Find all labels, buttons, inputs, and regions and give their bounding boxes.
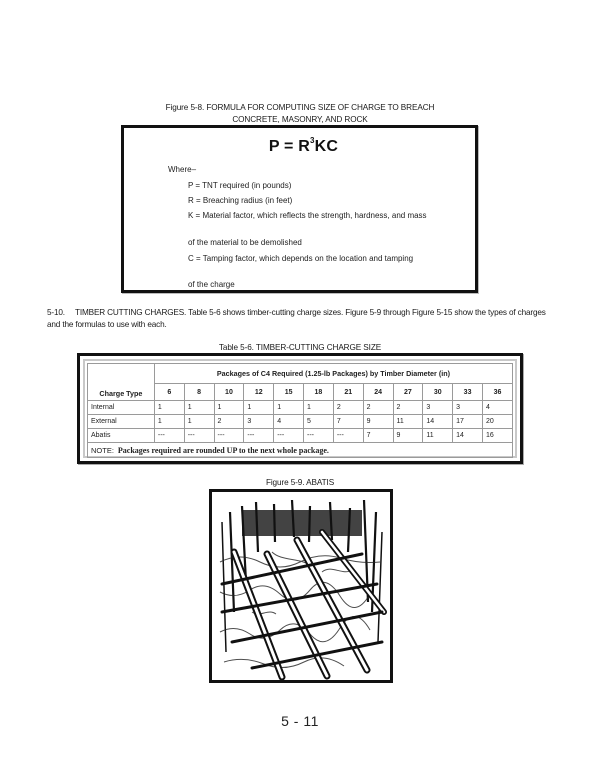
package-count-cell: 5	[304, 415, 334, 429]
diameter-header: 27	[393, 384, 423, 401]
package-count-cell: ---	[333, 429, 363, 443]
definition-r: R = Breaching radius (in feet)	[188, 196, 293, 205]
package-count-cell: 4	[274, 415, 304, 429]
package-count-cell: ---	[274, 429, 304, 443]
definition-p: P = TNT required (in pounds)	[188, 181, 292, 190]
figure-5-8-caption-line1: Figure 5-8. FORMULA FOR COMPUTING SIZE OF CHARGE TO BREACH	[165, 103, 435, 112]
table-5-6-caption: Table 5-6. TIMBER-CUTTING CHARGE SIZE	[218, 343, 382, 352]
diameter-header: 10	[214, 384, 244, 401]
figure-5-9-caption: Figure 5-9. ABATIS	[265, 478, 335, 487]
package-count-cell: 16	[482, 429, 512, 443]
diameter-header: 36	[482, 384, 512, 401]
timber-cutting-charge-table	[87, 363, 513, 458]
charge-type-cell: External	[88, 415, 155, 429]
package-count-cell: 1	[154, 401, 184, 415]
diameter-header: 6	[154, 384, 184, 401]
diameter-header: 30	[423, 384, 453, 401]
package-count-cell: 3	[423, 401, 453, 415]
page-number: 5 - 11	[281, 713, 319, 729]
package-count-cell: 9	[393, 429, 423, 443]
formula	[124, 136, 475, 156]
package-count-cell: 2	[214, 415, 244, 429]
package-count-cell: 20	[482, 415, 512, 429]
abatis-figure-frame	[209, 489, 393, 683]
formula-rhs: KC	[314, 138, 339, 155]
package-count-cell: 1	[184, 401, 214, 415]
formula-box	[121, 125, 478, 293]
table-note	[88, 443, 513, 458]
note-text: Packages required are rounded UP to the next whole package.	[117, 445, 329, 455]
figure-5-8-caption	[100, 102, 500, 126]
table-inner-border	[83, 359, 517, 458]
package-count-cell: 1	[214, 401, 244, 415]
definition-c-continued: of the charge	[188, 280, 235, 289]
package-count-cell: 7	[363, 429, 393, 443]
package-count-cell: 1	[304, 401, 334, 415]
paragraph-number: 5-10.	[47, 308, 65, 317]
paragraph-5-10	[47, 307, 557, 331]
package-count-cell: 2	[333, 401, 363, 415]
formula-exponent: 3	[310, 136, 315, 145]
paragraph-text: TIMBER CUTTING CHARGES. Table 5-6 shows timber-cutting charge sizes. Figure 5-9 through Figure 5-15 show the types of charges and the formulas to use with each.	[47, 308, 546, 329]
package-count-cell: 11	[393, 415, 423, 429]
package-count-cell: ---	[304, 429, 334, 443]
package-count-cell: 1	[184, 415, 214, 429]
package-count-cell: ---	[244, 429, 274, 443]
package-count-cell: 9	[363, 415, 393, 429]
packages-group-header: Packages of C4 Required (1.25-lb Packages) by Timber Diameter (in)	[154, 364, 512, 384]
package-count-cell: 14	[423, 415, 453, 429]
table-row	[88, 401, 513, 415]
package-count-cell: 2	[363, 401, 393, 415]
abatis-illustration	[212, 492, 390, 680]
package-count-cell: ---	[184, 429, 214, 443]
package-count-cell: ---	[154, 429, 184, 443]
package-count-cell: 1	[154, 415, 184, 429]
diameter-header: 12	[244, 384, 274, 401]
charge-type-header: Charge Type	[88, 364, 155, 401]
where-label: Where–	[168, 165, 197, 174]
charge-type-cell: Internal	[88, 401, 155, 415]
package-count-cell: 2	[393, 401, 423, 415]
package-count-cell: 1	[274, 401, 304, 415]
package-count-cell: 17	[453, 415, 483, 429]
definition-k-continued: of the material to be demolished	[188, 238, 302, 247]
diameter-header: 15	[274, 384, 304, 401]
table-body	[88, 401, 513, 443]
charge-type-cell: Abatis	[88, 429, 155, 443]
figure-5-8-caption-line2: CONCRETE, MASONRY, AND ROCK	[232, 115, 368, 124]
package-count-cell: 4	[482, 401, 512, 415]
diameter-header: 24	[363, 384, 393, 401]
definition-k: K = Material factor, which reflects the strength, hardness, and mass	[188, 211, 427, 220]
table-row	[88, 415, 513, 429]
package-count-cell: 7	[333, 415, 363, 429]
definition-c: C = Tamping factor, which depends on the location and tamping	[188, 254, 414, 263]
package-count-cell: 3	[453, 401, 483, 415]
package-count-cell: 3	[244, 415, 274, 429]
diameter-header: 18	[304, 384, 334, 401]
diameter-header: 33	[453, 384, 483, 401]
table-row	[88, 429, 513, 443]
package-count-cell: 1	[244, 401, 274, 415]
formula-lhs: P = R	[268, 138, 310, 155]
note-lead: NOTE:	[91, 445, 114, 455]
diameter-header: 21	[333, 384, 363, 401]
package-count-cell: 11	[423, 429, 453, 443]
diameter-header: 8	[184, 384, 214, 401]
package-count-cell: 14	[453, 429, 483, 443]
package-count-cell: ---	[214, 429, 244, 443]
table-5-6-frame	[77, 353, 523, 464]
